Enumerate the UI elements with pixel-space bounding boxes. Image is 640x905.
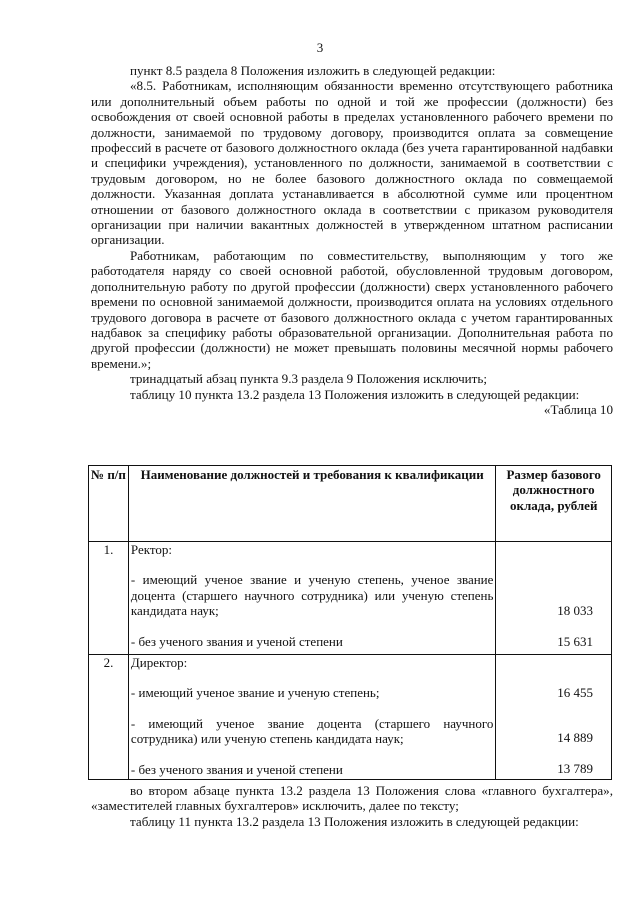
paragraph-intro: пункт 8.5 раздела 8 Положения изложить в следующей редакции: (130, 63, 496, 78)
paragraph-part-time: Работникам, работающим по совместительству, выполняющим у того же работодателя наряду со своей основной работой, обусловленной трудовым договором, дополнительную работу по другой профессии (должности) сверх установленного рабочего времени по основной занимаемой должности, производится оплата на условиях отдельного трудового договора в расчете от базового должностного оклада с учетом гарантированных надбавок за специфику работы образовательной организации. Дополнительная работа по другой профессии (должности) не может превышать половины месячной нормы рабочего времени.»; (91, 247, 613, 371)
row-number: 1. (89, 542, 129, 655)
body-text-after-table (91, 783, 613, 829)
header-number: № п/п (89, 466, 129, 542)
paragraph-13-2: во втором абзаце пункта 13.2 раздела 13 Положения слова «главного бухгалтера», «заместителей главных бухгалтеров» исключить, далее по тексту; (91, 783, 613, 814)
header-salary: Размер базового должностного оклада, рублей (496, 466, 612, 542)
row-position (128, 655, 495, 780)
paragraph-9-3: тринадцатый абзац пункта 9.3 раздела 9 Положения исключить; (130, 371, 488, 387)
salary-value: 18 033 (557, 603, 593, 618)
salary-value: 13 789 (557, 760, 593, 776)
table-header-row (89, 466, 612, 542)
row-salary (496, 655, 612, 780)
table-row (89, 655, 612, 780)
row-position (128, 542, 495, 655)
position-title: Ректор: (130, 542, 173, 557)
header-position: Наименование должностей и требования к квалификации (128, 466, 495, 542)
table-row (89, 542, 612, 655)
salary-value: 16 455 (557, 685, 593, 700)
requirement-item: - имеющий ученое звание и ученую степень; (130, 685, 380, 701)
paragraph-table11-intro: таблицу 11 пункта 13.2 раздела 13 Положения изложить в следующей редакции: (130, 813, 579, 829)
requirement-item: - имеющий ученое звание доцента (старшего научного сотрудника) или ученую степень кандидата наук; (130, 715, 494, 747)
row-number: 2. (89, 655, 129, 780)
page-number: 3 (316, 40, 324, 55)
table-caption: «Таблица 10 (543, 401, 613, 417)
requirement-item: - имеющий ученое звание и ученую степень, ученое звание доцента (старшего научного сотрудника) или ученую степень кандидата наук; (130, 572, 494, 619)
salary-table (88, 465, 612, 780)
body-text (91, 63, 613, 417)
requirement-item: - без ученого звания и ученой степени (130, 761, 343, 777)
paragraph-table10-intro: таблицу 10 пункта 13.2 раздела 13 Положения изложить в следующей редакции: (130, 386, 580, 402)
requirement-item: - без ученого звания и ученой степени (130, 633, 343, 649)
salary-value: 15 631 (557, 634, 593, 650)
salary-value: 14 889 (557, 730, 593, 746)
row-salary (496, 542, 612, 655)
position-title: Директор: (130, 655, 188, 670)
paragraph-8-5: «8.5. Работникам, исполняющим обязанности временно отсутствующего работника или дополнительный объем работы по одной и той же профессии (должности) без освобождения от своей основной работы в пределах установленного рабочего времени по должности, занимаемой по трудовому договору, производится оплата за совмещение профессий в расчете от базового должностного оклада (без учета гарантированной надбавки и специфики учреждения), установленного по должности, занимаемой в соответствии с трудовым договором, но не более базового должностного оклада по совмещаемой должности. Указанная доплата устанавливается в абсолютной сумме или процентном отношении от базового должностного оклада в соответствии с приказом руководителя организации при наличии вакантных должностей в утвержденном штатном расписании организации. (91, 78, 613, 248)
